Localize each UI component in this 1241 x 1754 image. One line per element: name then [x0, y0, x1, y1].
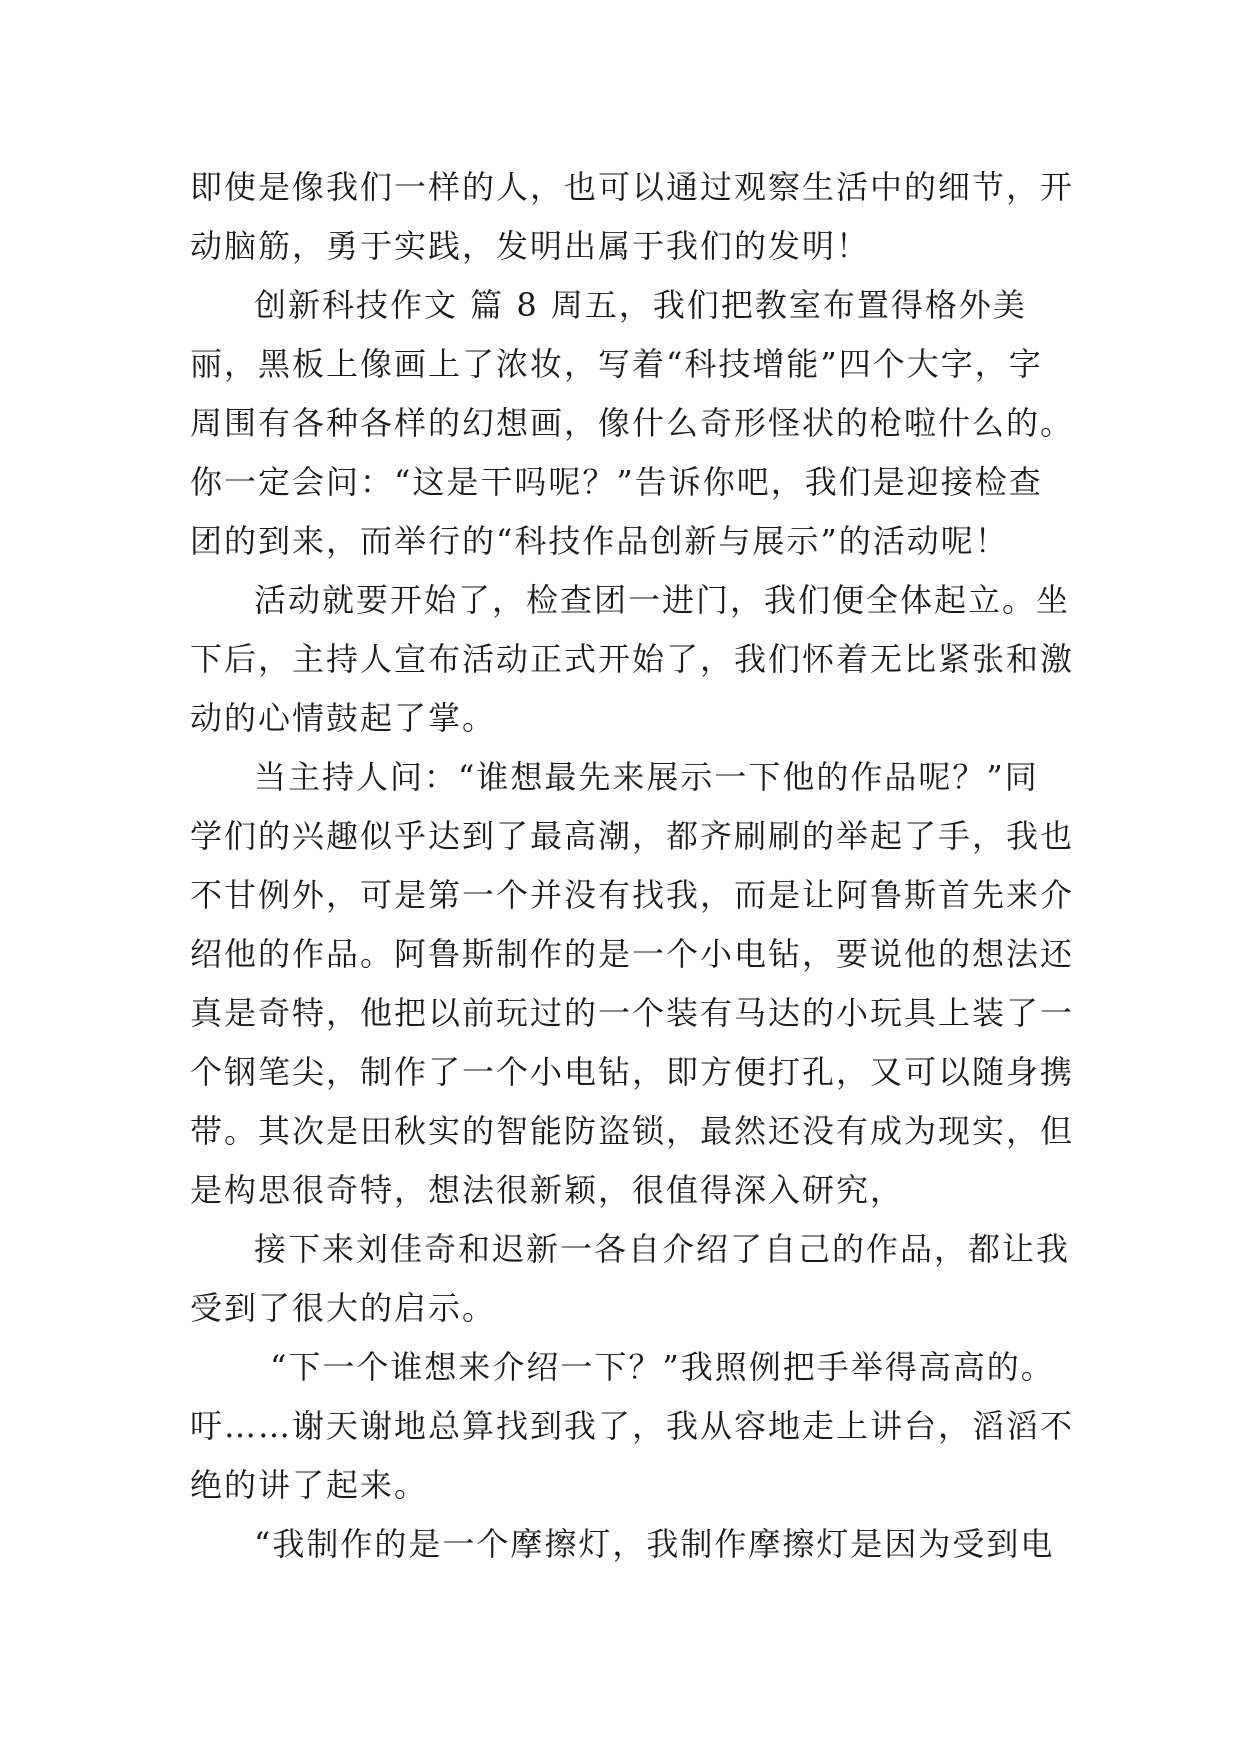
text-line: 不甘例外，可是第一个并没有找我，而是让阿鲁斯首先来介 — [190, 876, 1075, 914]
text-line: 下后，主持人宣布活动正式开始了，我们怀着无比紧张和激 — [190, 640, 1075, 678]
text-line: 你一定会问：“这是干吗呢？”告诉你吧，我们是迎接检查 — [190, 463, 1043, 501]
text-line: 丽，黑板上像画上了浓妆，写着“科技增能”四个大字，字 — [190, 345, 1043, 383]
text-line: 真是奇特，他把以前玩过的一个装有马达的小玩具上装了一 — [190, 994, 1075, 1032]
body-text — [190, 158, 1075, 1574]
text-line: 即使是像我们一样的人，也可以通过观察生活中的细节，开 — [190, 168, 1075, 206]
text-line: 绍他的作品。阿鲁斯制作的是一个小电钻，要说他的想法还 — [190, 935, 1075, 973]
text-line: 周围有各种各样的幻想画，像什么奇形怪状的枪啦什么的。 — [190, 404, 1075, 442]
paragraph-start-line: 当主持人问：“谁想最先来展示一下他的作品呢？”同 — [254, 758, 1039, 796]
paragraph-start-line: “下一个谁想来介绍一下？”我照例把手举得高高的。 — [270, 1348, 1055, 1386]
text-line: 动脑筋，勇于实践，发明出属于我们的发明！ — [190, 227, 871, 265]
section-heading-line: 创新科技作文 篇 8 周五，我们把教室布置得格外美 — [254, 286, 1027, 324]
text-line: 吁……谢天谢地总算找到我了，我从容地走上讲台，滔滔不 — [190, 1407, 1075, 1445]
text-line: 受到了很大的启示。 — [190, 1289, 497, 1327]
text-line: 动的心情鼓起了掌。 — [190, 699, 497, 737]
text-line: 团的到来，而举行的“科技作品创新与展示”的活动呢！ — [190, 522, 1009, 560]
paragraph-start-line: “我制作的是一个摩擦灯，我制作摩擦灯是因为受到电 — [254, 1525, 1055, 1563]
text-line: 带。其次是田秋实的智能防盗锁，最然还没有成为现实，但 — [190, 1112, 1075, 1150]
text-line: 绝的讲了起来。 — [190, 1466, 429, 1504]
paragraph-start-line: 接下来刘佳奇和迟新一各自介绍了自己的作品，都让我 — [254, 1230, 1071, 1268]
text-line: 是构思很奇特，想法很新颖，很值得深入研究， — [190, 1171, 905, 1209]
text-line: 学们的兴趣似乎达到了最高潮，都齐刷刷的举起了手，我也 — [190, 817, 1075, 855]
paragraph-start-line: 活动就要开始了，检查团一进门，我们便全体起立。坐 — [254, 581, 1071, 619]
text-line: 个钢笔尖，制作了一个小电钻，即方便打孔，又可以随身携 — [190, 1053, 1075, 1091]
